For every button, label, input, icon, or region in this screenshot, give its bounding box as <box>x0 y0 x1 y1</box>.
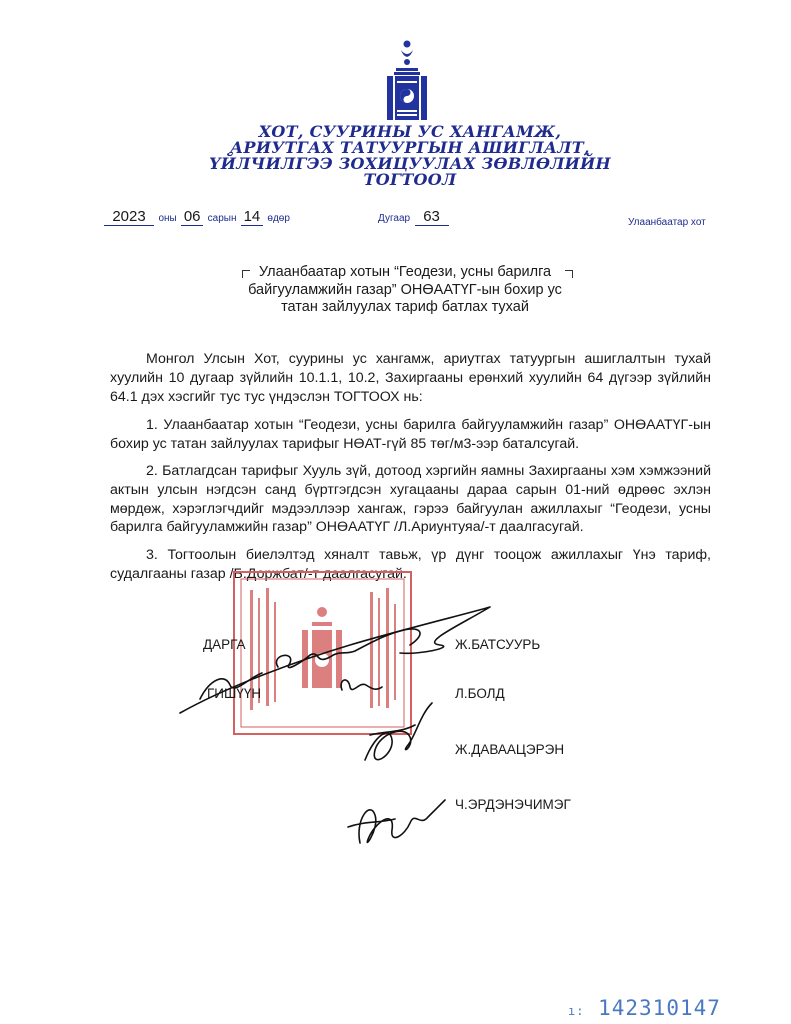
state-emblem-icon <box>384 38 430 120</box>
date-month-label: сарын <box>207 213 237 224</box>
member-name-2: Ж.ДАВААЦЭРЭН <box>455 742 565 757</box>
date-month: 06 <box>181 208 203 226</box>
number-label: Дугаар <box>378 213 411 224</box>
date-year: 2023 <box>104 208 154 226</box>
place-field <box>628 212 706 230</box>
organization-heading <box>200 124 620 188</box>
registration-number-value: 142310147 <box>598 996 721 1020</box>
registration-mark: ı: <box>568 1004 585 1018</box>
place-name: Улаанбаатар хот <box>628 217 706 228</box>
document-type: ТОГТООЛ <box>363 170 457 189</box>
members-title: ГИШҮҮН <box>207 686 262 701</box>
resolution-item-2 <box>110 462 711 537</box>
date-day-label: өдөр <box>267 213 290 224</box>
member-2-signature <box>365 703 432 760</box>
subject-line-1: Улаанбаатар хотын “Геодези, усны барилга <box>258 264 552 280</box>
document-number-field <box>378 208 449 226</box>
intro-paragraph <box>110 350 711 406</box>
registration-number <box>568 996 721 1020</box>
date-year-label: оны <box>158 213 177 224</box>
handwritten-signatures <box>170 595 500 895</box>
item-2-text: 2. Батлагдсан тарифыг Хууль зүй, дотоод хэргийн яамны Захиргааны хэм хэмжээний актын улсын нэгдсэн санд бүртгэгдсэн хугацааны дараа сарын 01-ний өдрөөс эхлэн мөрдөж, хэрэглэгчдийг мэдээллээр хангаж, гэрээ байгуулан ажиллахыг “Геодези, усны барилга байгууламжийн газар” ОНӨААТҮГ /Л.Ариунтуяа/-т даалгасугай. <box>110 463 711 536</box>
chair-title: ДАРГА <box>203 637 246 652</box>
chair-name: Ж.БАТСУУРЬ <box>455 637 541 652</box>
subject-line-2: байгууламжийн газар” ОНӨААТҮГ-ын бохир ус <box>248 281 562 298</box>
resolution-item-1 <box>110 416 711 454</box>
member-name-3: Ч.ЭРДЭНЭЧИМЭГ <box>455 797 571 812</box>
item-1-text: 1. Улаанбаатар хотын “Геодези, усны барилга байгууламжийн газар” ОНӨААТҮГ-ын бохир ус татан зайлуулах тарифыг НӨАТ-гүй 85 төг/м3-ээр баталсугай. <box>110 417 711 452</box>
org-line-3: ҮЙЛЧИЛГЭЭ ЗОХИЦУУЛАХ ЗӨВЛӨЛИЙН <box>209 154 611 173</box>
org-line-2: АРИУТГАХ ТАТУУРГЫН АШИГЛАЛТ, <box>230 138 590 157</box>
date-day: 14 <box>241 208 263 226</box>
subject-title <box>240 264 570 317</box>
org-line-1: ХОТ, СУУРИНЫ УС ХАНГАМЖ, <box>258 122 562 141</box>
item-3-text: 3. Тогтоолын биелэлтэд хяналт тавьж, үр дүнг тооцож ажиллахыг Үнэ тариф, судалгааны газар /Б.Доржбат/-т даалгасугай. <box>110 547 711 582</box>
date-field <box>104 208 290 226</box>
document-number: 63 <box>415 208 449 226</box>
member-1-signature <box>341 680 382 690</box>
member-name-1: Л.БОЛД <box>455 686 505 701</box>
subject-line-3: татан зайлуулах тариф батлах тухай <box>281 299 529 315</box>
chair-signature <box>180 607 490 713</box>
intro-text: Монгол Улсын Хот, суурины ус хангамж, ариутгах татуургын ашиглалтын тухай хуулийн 10 дугаар зүйлийн 10.1.1, 10.2, Захиргааны ерөнхий хуулийн 64 дүгээр зүйлийн 64.1 дэх хэсгийг тус тус үндэслэн ТОГТООХ нь: <box>110 351 711 405</box>
